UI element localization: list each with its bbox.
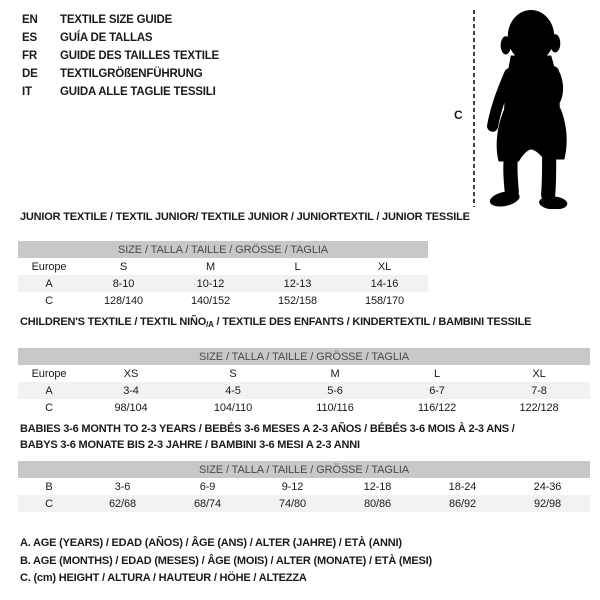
table-cell: 68/74	[193, 497, 222, 510]
children-section-title	[18, 316, 590, 331]
babies-size-table	[18, 461, 590, 512]
babies-section-title-line1: BABIES 3-6 MONTH TO 2-3 YEARS / BEBÉS 3-6 MESES A 2-3 AÑOS / BÉBÉS 3-6 MOIS À 2-3 ANS /	[20, 423, 515, 435]
table-cell: 80/86	[363, 497, 392, 510]
babies-section-title-line2: BABYS 3-6 MONATE BIS 2-3 JAHRE / BAMBINI 3-6 MESI A 2-3 ANNI	[20, 439, 360, 451]
table-cell: 158/170	[364, 294, 405, 307]
table-row	[18, 292, 428, 309]
table-cell: 9-12	[281, 480, 304, 493]
lang-code: FR	[22, 50, 37, 62]
table-cell: 3-6	[114, 480, 131, 493]
row-label: C	[45, 401, 53, 414]
table-cell: M	[205, 260, 216, 273]
toddler-silhouette-icon	[482, 7, 584, 209]
table-cell: L	[294, 260, 301, 273]
table-cell: 98/104	[114, 401, 148, 414]
lang-row-fr	[22, 47, 219, 65]
table-cell: M	[330, 367, 340, 380]
title-part: CHILDREN'S TEXTILE / TEXTIL NIÑO	[20, 316, 207, 328]
children-textile-section	[18, 316, 590, 416]
lang-row-es	[22, 29, 219, 47]
size-header-cell: SIZE / TALLA / TAILLE / GRÖSSE / TAGLIA	[18, 461, 590, 478]
lang-row-en	[22, 11, 219, 29]
row-label: A	[45, 384, 53, 397]
table-row	[18, 275, 428, 292]
table-cell: 86/92	[448, 497, 477, 510]
table-row	[18, 382, 590, 399]
junior-size-table	[18, 241, 428, 309]
row-label: Europe	[31, 260, 67, 273]
table-cell: XS	[123, 367, 139, 380]
table-cell: 10-12	[196, 277, 225, 290]
row-label: Europe	[31, 367, 67, 380]
row-label: A	[45, 277, 53, 290]
table-cell: XL	[532, 367, 546, 380]
table-cell: 3-4	[123, 384, 139, 397]
lang-code: IT	[22, 86, 32, 98]
table-row	[18, 258, 428, 275]
lang-code: DE	[22, 68, 38, 80]
row-label: C	[45, 294, 53, 307]
table-cell: L	[433, 367, 441, 380]
row-label: B	[45, 480, 53, 493]
table-cell: 6-9	[199, 480, 216, 493]
size-header-cell: SIZE / TALLA / TAILLE / GRÖSSE / TAGLIA	[18, 348, 590, 365]
table-cell: 122/128	[519, 401, 559, 414]
lang-row-it	[22, 83, 219, 101]
table-cell: 7-8	[531, 384, 547, 397]
table-cell: 18-24	[448, 480, 477, 493]
row-label: C	[45, 497, 53, 510]
lang-title: TEXTILE SIZE GUIDE	[60, 14, 173, 26]
size-header-row	[18, 348, 590, 365]
table-row	[18, 495, 590, 512]
legend-footnotes	[20, 535, 432, 588]
table-cell: 24-36	[533, 480, 562, 493]
lang-code: EN	[22, 14, 38, 26]
height-measure-label: C	[454, 108, 463, 122]
table-row	[18, 365, 590, 382]
table-cell: 110/116	[316, 401, 354, 414]
lang-title: GUIDE DES TAILLES TEXTILE	[60, 50, 219, 62]
table-cell: 4-5	[225, 384, 241, 397]
size-header-row	[18, 241, 428, 258]
footnote-b: B. AGE (MONTHS) / EDAD (MESES) / ÂGE (MOIS) / ALTER (MONATE) / ETÀ (MESI)	[20, 554, 432, 567]
table-cell: 6-7	[429, 384, 445, 397]
table-cell: 12-13	[283, 277, 312, 290]
table-cell: 128/140	[103, 294, 144, 307]
table-cell: 8-10	[112, 277, 135, 290]
title-part-subscript: /A	[206, 320, 214, 329]
table-cell: 14-16	[370, 277, 399, 290]
table-cell: 152/158	[277, 294, 318, 307]
table-row	[18, 399, 590, 416]
babies-textile-section	[18, 421, 590, 512]
junior-textile-section	[18, 211, 470, 309]
table-row	[18, 478, 590, 495]
lang-title: GUIDA ALLE TAGLIE TESSILI	[60, 86, 216, 98]
table-cell: 62/68	[108, 497, 137, 510]
table-cell: 74/80	[278, 497, 307, 510]
table-cell: 140/152	[190, 294, 231, 307]
footnote-a: A. AGE (YEARS) / EDAD (AÑOS) / ÂGE (ANS) / ALTER (JAHRE) / ETÀ (ANNI)	[20, 537, 402, 549]
lang-code: ES	[22, 32, 37, 44]
lang-title: TEXTILGRÖßENFÜHRUNG	[60, 68, 203, 80]
table-cell: S	[229, 367, 237, 380]
size-header-row	[18, 461, 590, 478]
title-part: / TEXTILE DES ENFANTS / KINDERTEXTIL / BAMBINI TESSILE	[213, 316, 532, 328]
table-cell: 92/98	[533, 497, 562, 510]
table-cell: 104/110	[213, 401, 253, 414]
language-title-block	[22, 11, 219, 101]
table-cell: S	[119, 260, 128, 273]
table-cell: 12-18	[363, 480, 392, 493]
table-cell: 116/122	[417, 401, 457, 414]
lang-title: GUÍA DE TALLAS	[60, 32, 153, 44]
children-size-table	[18, 348, 590, 416]
table-cell: 5-6	[327, 384, 343, 397]
lang-row-de	[22, 65, 219, 83]
size-header-cell: SIZE / TALLA / TAILLE / GRÖSSE / TAGLIA	[18, 241, 428, 258]
table-cell: XL	[377, 260, 392, 273]
height-measure-dashed-line	[473, 10, 475, 207]
junior-section-title: JUNIOR TEXTILE / TEXTIL JUNIOR/ TEXTILE JUNIOR / JUNIORTEXTIL / JUNIOR TESSILE	[20, 211, 470, 223]
footnote-c: C. (cm) HEIGHT / ALTURA / HAUTEUR / HÖHE / ALTEZZA	[20, 572, 307, 584]
